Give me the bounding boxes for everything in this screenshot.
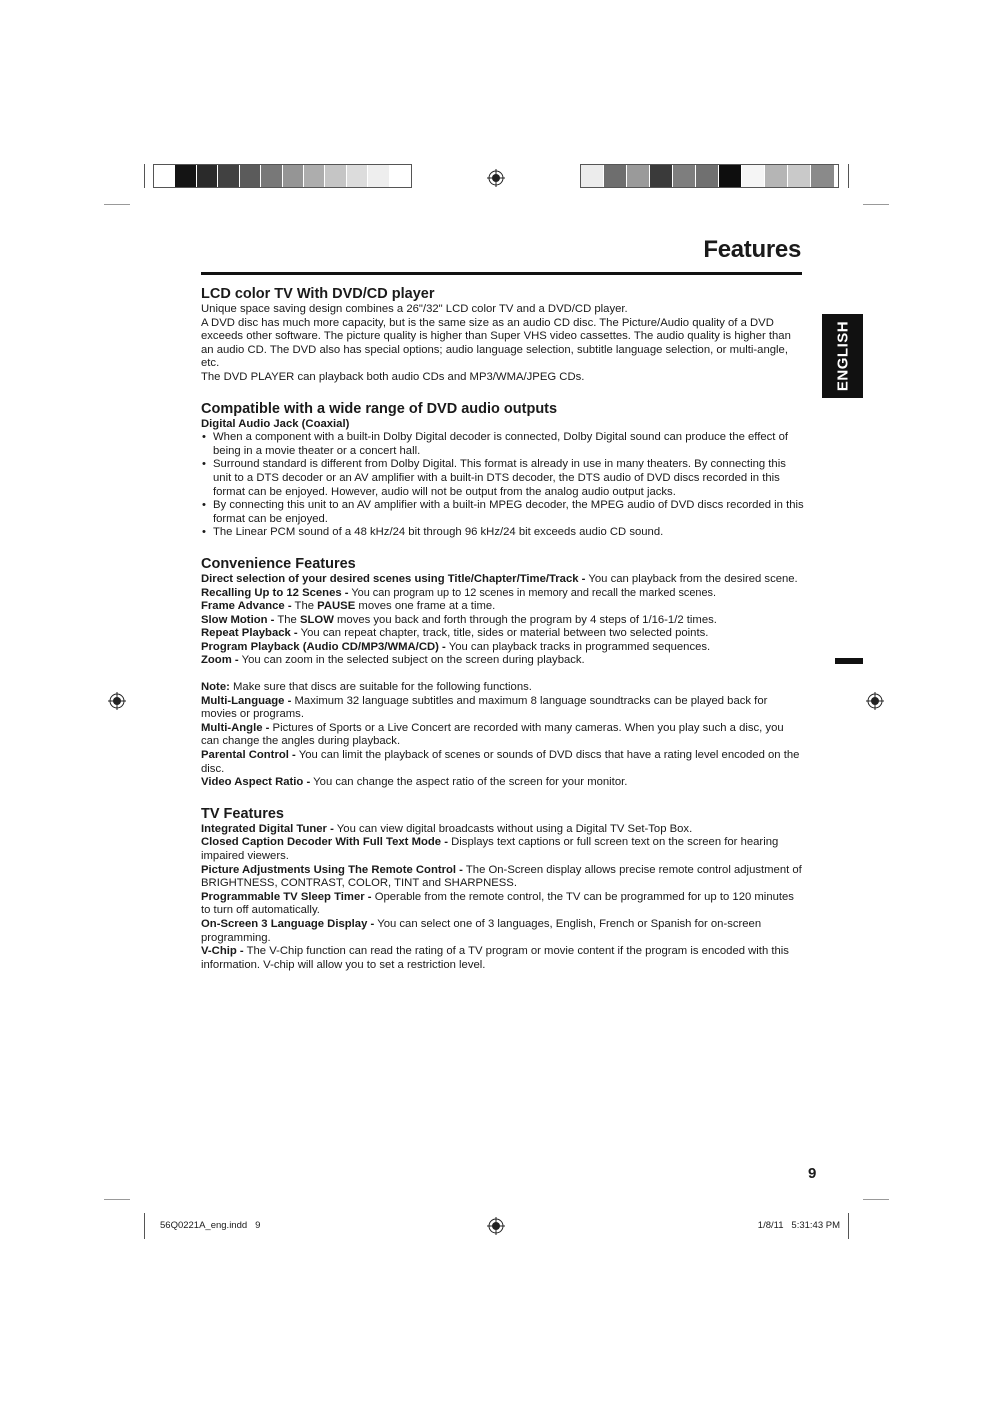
feature-item [201, 836, 804, 863]
list-item: • The Linear PCM sound of a 48 kHz/24 bit through 96 kHz/24 bit exceeds audio CD sound. [201, 526, 804, 540]
feature-term: Zoom - [201, 654, 239, 667]
feature-text: You can playback tracks in programmed sequences. [445, 640, 711, 653]
section-heading: Convenience Features [201, 555, 356, 572]
subheading: Digital Audio Jack (Coaxial) [201, 417, 350, 430]
section-marker [835, 658, 863, 664]
feature-keyword: PAUSE [317, 600, 356, 613]
feature-term: Frame Advance - [201, 600, 292, 613]
feature-term: Program Playback (Audio CD/MP3/WMA/CD) - [201, 640, 446, 653]
crop-mark [848, 1213, 849, 1239]
section-heading: Compatible with a wide range of DVD audio outputs [201, 400, 558, 417]
timestamp: 1/8/11 5:31:43 PM [757, 1220, 840, 1231]
feature-item [201, 776, 804, 790]
section-lcd-tv [201, 286, 804, 385]
feature-item [201, 641, 804, 655]
feature-term: Slow Motion - [201, 613, 275, 626]
feature-item [201, 587, 804, 601]
color-swatch [604, 165, 627, 187]
crop-mark [144, 164, 145, 188]
feature-item [201, 918, 804, 945]
registration-mark-icon [108, 692, 126, 710]
feature-term: Closed Caption Decoder With Full Text Mode - [201, 836, 448, 849]
feature-term: Multi-Language - [201, 694, 292, 707]
crop-mark [144, 1213, 145, 1239]
color-swatch [197, 165, 218, 187]
right-color-bar [580, 164, 839, 188]
feature-term: On-Screen 3 Language Display - [201, 917, 375, 930]
registration-mark-icon [487, 1217, 505, 1235]
section-audio-outputs [201, 401, 804, 540]
crop-mark [104, 1199, 130, 1200]
language-tab-label: ENGLISH [834, 320, 851, 392]
feature-item [201, 722, 804, 749]
feature-term: Integrated Digital Tuner - [201, 822, 334, 835]
color-swatch [347, 165, 368, 187]
feature-item [201, 654, 804, 668]
section-convenience [201, 556, 804, 790]
feature-item [201, 627, 804, 641]
feature-term: V-Chip - [201, 945, 244, 958]
feature-text: moves you back and forth through the program by 4 steps of 1/16-1/2 times. [333, 613, 717, 626]
feature-text: You can limit the playback of scenes or sounds of DVD discs that have a rating level encoded on the disc. [201, 749, 800, 775]
bullet-list [201, 431, 804, 540]
feature-text: You can change the aspect ratio of the screen for your monitor. [310, 776, 628, 789]
color-swatch [673, 165, 696, 187]
registration-mark-icon [487, 169, 505, 187]
note-term: Note: [201, 681, 230, 694]
feature-item [201, 600, 804, 614]
note-text: Make sure that discs are suitable for the following functions. [229, 681, 532, 694]
color-swatch [304, 165, 325, 187]
main-content [201, 286, 804, 988]
feature-text: Operable from the remote control, the TV can be programmed for up to 120 minutes to turn off automatically. [201, 890, 794, 917]
feature-term: Direct selection of your desired scenes using Title/Chapter/Time/Track - [201, 572, 586, 585]
feature-item [201, 749, 804, 776]
color-swatch [368, 165, 389, 187]
feature-text: You can repeat chapter, track, title, sides or material between two selected points. [297, 627, 709, 640]
crop-mark [863, 204, 889, 205]
list-item: • By connecting this unit to an AV amplifier with a built-in MPEG decoder, the MPEG audio of DVD discs recorded in this format can be enjoyed. [201, 499, 804, 526]
color-swatch [175, 165, 196, 187]
feature-text: Displays text captions or full screen text on the screen for hearing impaired viewers. [201, 836, 779, 862]
feature-text: You can view digital broadcasts without using a Digital TV Set-Top Box. [333, 822, 693, 835]
feature-term: Recalling Up to 12 Scenes - [201, 586, 349, 599]
feature-item [201, 573, 804, 587]
color-swatch [283, 165, 304, 187]
color-swatch [325, 165, 346, 187]
paragraph: The DVD PLAYER can playback both audio CDs and MP3/WMA/JPEG CDs. [201, 370, 585, 383]
feature-text: The V-Chip function can read the rating of a TV program or movie content if the program is encoded with this information. V-chip will allow you to set a restriction level. [201, 945, 789, 971]
crop-mark [104, 204, 130, 205]
color-swatch [390, 165, 411, 187]
page-title: Features [703, 236, 801, 263]
feature-text: moves one frame at a time. [355, 600, 496, 613]
feature-text: You can playback from the desired scene. [585, 572, 798, 585]
color-swatch [811, 165, 834, 187]
feature-item [201, 945, 804, 972]
section-tv-features [201, 806, 804, 973]
language-tab [822, 314, 863, 398]
left-color-bar [153, 164, 412, 188]
feature-term: Picture Adjustments Using The Remote Control - [201, 863, 463, 876]
feature-item [201, 695, 804, 722]
color-swatch [240, 165, 261, 187]
color-swatch [261, 165, 282, 187]
list-item: • Surround standard is different from Dolby Digital. This format is already in use in many theaters. By connecting this unit to a DTS decoder or an AV amplifier with a built-in DTS decoder, the DTS audio of DVD discs recorded in this format can be enjoyed. However, audio will not be output from the analog audio output jacks. [201, 458, 804, 499]
crop-mark [863, 1199, 889, 1200]
color-swatch [650, 165, 673, 187]
page-number: 9 [808, 1165, 817, 1182]
color-swatch [788, 165, 811, 187]
color-swatch [742, 165, 765, 187]
list-item: • When a component with a built-in Dolby Digital decoder is connected, Dolby Digital sound can produce the effect of being in a movie theater or a concert hall. [201, 431, 804, 458]
feature-text: You can select one of 3 languages, English, French or Spanish for on-screen programming. [201, 917, 762, 944]
feature-item [201, 864, 804, 891]
feature-item [201, 614, 804, 628]
color-swatch [581, 165, 604, 187]
title-rule [201, 272, 802, 275]
feature-term: Repeat Playback - [201, 627, 298, 640]
color-swatch [719, 165, 742, 187]
registration-mark-icon [866, 692, 884, 710]
section-heading: LCD color TV With DVD/CD player [201, 286, 435, 302]
file-name: 56Q0221A_eng.indd 9 [160, 1220, 261, 1231]
feature-text: The [291, 600, 318, 613]
section-heading: TV Features [201, 805, 284, 822]
feature-term: Multi-Angle - [201, 721, 270, 734]
feature-term: Programmable TV Sleep Timer - [201, 890, 372, 903]
color-swatch [218, 165, 239, 187]
paragraph: Unique space saving design combines a 26"/32" LCD color TV and a DVD/CD player. [201, 303, 628, 315]
feature-text: Maximum 32 language subtitles and maximum 8 language soundtracks can be played back for movies or programs. [201, 694, 768, 721]
crop-mark [848, 164, 849, 188]
feature-item [201, 823, 804, 837]
feature-text: You can zoom in the selected subject on the screen during playback. [238, 654, 585, 667]
color-swatch [154, 165, 175, 187]
feature-text: The [274, 613, 300, 626]
color-swatch [627, 165, 650, 187]
feature-text: Pictures of Sports or a Live Concert are recorded with many cameras. When you play such a disc, you can change the angles during playback. [201, 721, 784, 748]
feature-term: Video Aspect Ratio - [201, 776, 311, 789]
feature-term: Parental Control - [201, 749, 296, 762]
feature-keyword: SLOW [299, 613, 334, 626]
color-swatch [696, 165, 719, 187]
feature-text: The On-Screen display allows precise remote control adjustment of BRIGHTNESS, CONTRAST, COLOR, TINT and SHARPNESS. [201, 863, 802, 890]
feature-text: You can program up to 12 scenes in memory and recall the marked scenes. [348, 586, 717, 599]
color-swatch [765, 165, 788, 187]
note [201, 681, 804, 695]
feature-item [201, 891, 804, 918]
paragraph: A DVD disc has much more capacity, but is the same size as an audio CD disc. The Picture/Audio quality of a DVD exceeds other software. The picture quality is higher than Super VHS video cassettes. The audio quality is higher than an audio CD. The DVD also has special options; audio language selection, subtitle language selection, or multi-angle, etc. [201, 316, 791, 370]
